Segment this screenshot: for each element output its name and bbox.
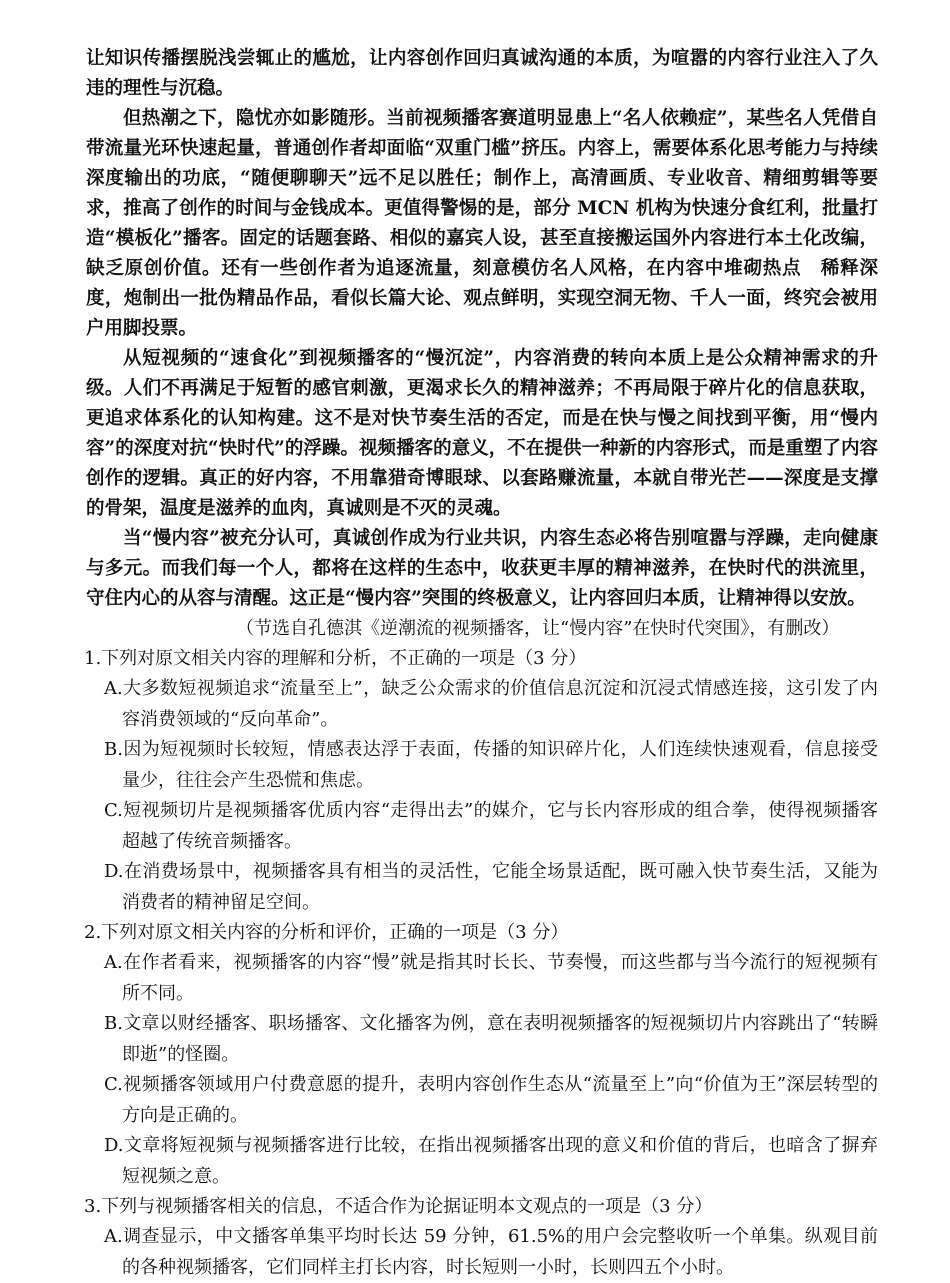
passage-paragraph: 从短视频的“速食化”到视频播客的“慢沉淀”，内容消费的转向本质上是公众精神需求的升级。人们不再满足于短暂的感官刺激，更渴求长久的精神滋养；不再局限于碎片化的信息获取，更追求体系化的认知构建。这不是对快节奏生活的否定，而是在快与慢之间找到平衡，用“慢内容”的深度对抗“快时代”的浮躁。视频播客的意义，不在提供一种新的内容形式，而是重塑了内容创作的逻辑。真正的好内容，不用靠猎奇博眼球、以套路赚流量，本就自带光芒——深度是支撑的骨架，温度是滋养的血肉，真诚则是不灭的灵魂。 [86,348,878,519]
question-stem: 2.下列对原文相关内容的分析和评价，正确的一项是（3 分） [84,922,569,943]
question-option: D.在消费场景中，视频播客具有相当的灵活性，它能全场景适配，既可融入快节奏生活，又能为消费者的精神留足空间。 [104,861,878,913]
question-option: C.视频播客领域用户付费意愿的提升，表明内容创作生态从“流量至上”向“价值为王”深层转型的方向是正确的。 [104,1074,878,1126]
passage-paragraph: 让知识传播摆脱浅尝辄止的尴尬，让内容创作回归真诚沟通的本质，为喧嚣的内容行业注入了久违的理性与沉稳。 [86,48,878,99]
question-option: C.短视频切片是视频播客优质内容“走得出去”的媒介，它与长内容形成的组合拳，使得视频播客超越了传统音频播客。 [104,800,878,852]
question-option: B.因为短视频时长较短，情感表达浮于表面，传播的知识碎片化，人们连续快速观看，信息接受量少，往往会产生恐慌和焦虑。 [104,739,878,791]
question-option: A.大多数短视频追求“流量至上”，缺乏公众需求的价值信息沉淀和沉浸式情感连接，这引发了内容消费领域的“反向革命”。 [104,678,878,730]
passage-paragraph: 但热潮之下，隐忧亦如影随形。当前视频播客赛道明显患上“名人依赖症”，某些名人凭借自带流量光环快速起量，普通创作者却面临“双重门槛”挤压。内容上，需要体系化思考能力与持续深度输出的功底，“随便聊聊天”远不足以胜任；制作上，高清画质、专业收音、精细剪辑等要求，推高了创作的时间与金钱成本。更值得警惕的是，部分 MCN 机构为快速分食红利，批量打造“模板化”播客。固定的话题套路、相似的嘉宾人设，甚至直接搬运国外内容进行本土化改编，缺乏原创价值。还有一些创作者为追逐流量，刻意模仿名人风格，在内容中堆砌热点 稀释深度，炮制出一批伪精品作品，看似长篇大论、观点鲜明，实现空洞无物、千人一面，终究会被用户用脚投票。 [86,108,878,339]
passage-paragraph: 当“慢内容”被充分认可，真诚创作成为行业共识，内容生态必将告别喧嚣与浮躁，走向健康与多元。而我们每一个人，都将在这样的生态中，收获更丰厚的精神滋养，在快时代的洪流里，守住内心的从容与清醒。这正是“慢内容”突围的终极意义，让内容回归本质，让精神得以安放。 [86,528,878,609]
question-option: A.调查显示，中文播客单集平均时长达 59 分钟，61.5%的用户会完整收听一个单集。纵观目前的各种视频播客，它们同样主打长内容，时长短则一小时，长则四五个小时。 [104,1226,878,1278]
question-option: B.文章以财经播客、职场播客、文化播客为例，意在表明视频播客的短视频切片内容跳出了“转瞬即逝”的怪圈。 [104,1013,878,1065]
passage-source: （节选自孔德淇《逆潮流的视频播客，让“慢内容”在快时代突围》，有删改） [236,618,840,639]
question-stem: 3.下列与视频播客相关的信息，不适合作为论据证明本文观点的一项是（3 分） [84,1196,713,1217]
question-stem: 1.下列对原文相关内容的理解和分析，不正确的一项是（3 分） [84,648,587,669]
exam-page [86,44,878,1283]
question-option: A.在作者看来，视频播客的内容“慢”就是指其时长长、节奏慢，而这些都与当今流行的短视频有所不同。 [104,952,878,1004]
question-option: D.文章将短视频与视频播客进行比较，在指出视频播客出现的意义和价值的背后，也暗含了摒弃短视频之意。 [104,1135,878,1187]
